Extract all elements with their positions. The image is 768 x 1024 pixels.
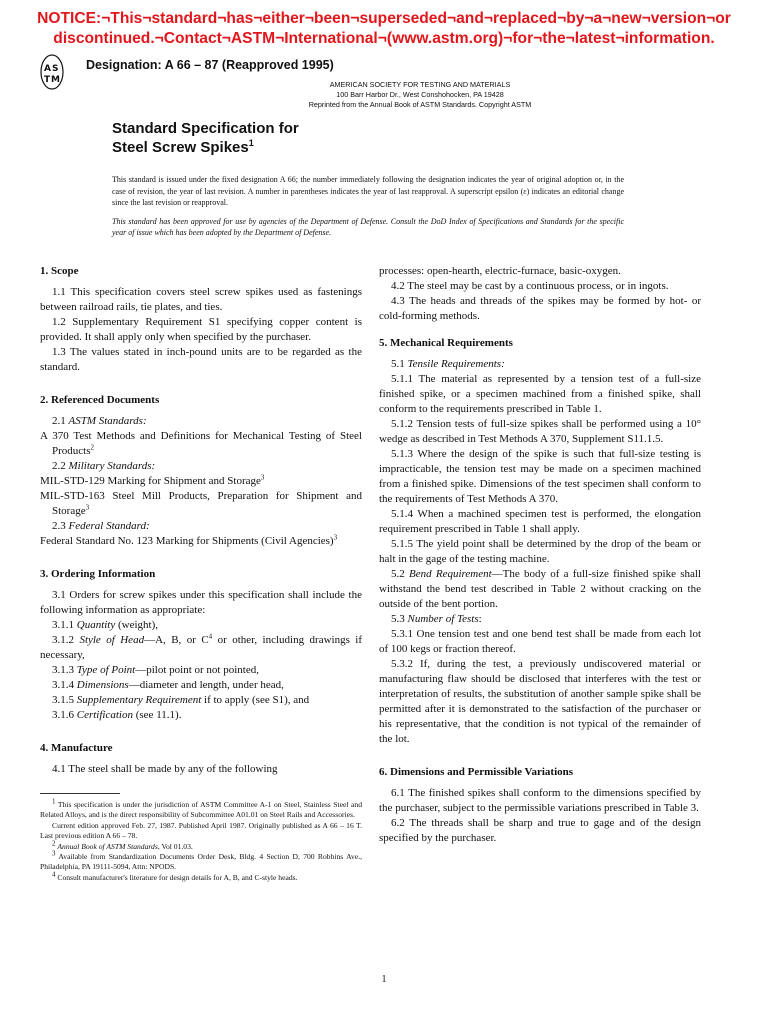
svg-text:M: M	[51, 75, 60, 85]
society-block	[200, 80, 640, 110]
section-referenced-documents	[40, 393, 362, 549]
reference-item: A 370 Test Methods and Definitions for Mechanical Testing of Steel Products$^2$	[40, 430, 362, 457]
title-line-1: Standard Specification for	[112, 120, 299, 137]
page-number: 1	[381, 974, 387, 985]
list-item: 3.1.5 Supplementary Requirement if to apply (see S1), and	[52, 694, 310, 706]
svg-text:A: A	[44, 64, 51, 74]
footnote: $^4$ Consult manufacturer's literature for design details for A, B, and C-style heads.	[52, 870, 298, 882]
paragraph: 1.1 This specification covers steel screw spikes used as fastenings between railroad rails, tie plates, and ties.	[40, 286, 362, 313]
paragraph: 1.3 The values stated in inch-pound units are to be regarded as the standard.	[40, 346, 362, 373]
paragraph-continued: processes: open-hearth, electric-furnace, basic-oxygen.	[379, 265, 621, 277]
intro-block	[112, 174, 624, 246]
subsection: 5.3 Number of Tests:	[391, 613, 482, 625]
subsection: 2.1 ASTM Standards:	[52, 415, 147, 427]
section-heading: 3. Ordering Information	[40, 568, 156, 580]
title-text: Steel Screw Spikes	[112, 139, 249, 156]
society-name: AMERICAN SOCIETY FOR TESTING AND MATERIALS	[329, 80, 511, 89]
list-item: 3.1.6 Certification (see 11.1).	[52, 709, 182, 721]
footnote: Current edition approved Feb. 27, 1987. Published April 1987. Originally published as A 66 – 16 T. Last previous edition A 66 – 78.	[40, 820, 362, 841]
paragraph: 5.1.5 The yield point shall be determined by the drop of the beam or halt in the gage of the testing machine.	[379, 538, 701, 565]
paragraph: 3.1 Orders for screw spikes under this specification shall include the following information as appropriate:	[40, 589, 362, 616]
designation: Designation: A 66 – 87 (Reapproved 1995)	[86, 58, 334, 72]
notice-line-2: discontinued.¬Contact¬ASTM¬International¬(www.astm.org)¬for¬the¬latest¬information.	[53, 30, 715, 47]
paragraph: 4.3 The heads and threads of the spikes may be formed by hot- or cold-forming methods.	[379, 295, 701, 322]
paragraph: 4.1 The steel shall be made by any of the following	[52, 763, 278, 775]
title-footnote-marker: 1	[248, 138, 254, 148]
footnotes	[40, 797, 362, 883]
paragraph: 5.1.4 When a machined specimen test is performed, the elongation requirement prescribed in Table 1 shall apply.	[379, 508, 701, 535]
section-heading: 5. Mechanical Requirements	[379, 337, 513, 349]
section-heading: 4. Manufacture	[40, 742, 113, 754]
paragraph: 5.1.3 Where the design of the spike is such that full-size testing is impracticable, the tension test may be made on a specimen machined from a finished spike. Dimensions of the test specimen shall conform to the requirements of Test Methods A 370.	[379, 448, 701, 505]
reference-item: Federal Standard No. 123 Marking for Shipments (Civil Agencies)$^3$	[40, 533, 338, 547]
section-mechanical-requirements	[379, 336, 701, 747]
footnote-divider	[40, 793, 120, 794]
title-line-2	[112, 138, 299, 157]
footnote: $^1$ This specification is under the jurisdiction of ASTM Committee A-1 on Steel, Stainless Steel and Related Alloys, and is the direct responsibility of Subcommittee A01.01 on Steel Rails and Accessories.	[40, 797, 362, 820]
section-heading: 2. Referenced Documents	[40, 394, 160, 406]
reprint-note: Reprinted from the Annual Book of ASTM Standards. Copyright ASTM	[308, 100, 532, 109]
document-title	[112, 119, 299, 157]
reference-item: MIL-STD-163 Steel Mill Products, Preparation for Shipment and Storage$^3$	[40, 490, 362, 517]
paragraph: 6.2 The threads shall be sharp and true to gage and of the design specified by the purchaser.	[379, 817, 701, 844]
left-column	[40, 264, 362, 783]
section-heading: 1. Scope	[40, 265, 79, 277]
intro-paragraph: This standard is issued under the fixed designation A 66; the number immediately following the designation indicates the year of original adoption or, in the case of revision, the year of last revision. A number in parentheses indicates the year of last reapproval. A superscript epsilon (ε) indicates an editorial change since the last revision or reapproval.	[112, 175, 624, 207]
subsection: 2.3 Federal Standard:	[52, 520, 150, 532]
paragraph: 1.2 Supplementary Requirement S1 specifying copper content is provided. It shall apply only when specified by the purchaser.	[40, 316, 362, 343]
section-heading: 6. Dimensions and Permissible Variations	[379, 766, 574, 778]
paragraph: 5.1.2 Tension tests of full-size spikes shall be performed using a 10° wedge as described in Test Methods A 370, Supplement S11.1.5.	[379, 418, 701, 445]
section-dimensions	[379, 765, 701, 846]
reference-item: MIL-STD-129 Marking for Shipment and Storage$^3$	[40, 473, 265, 487]
astm-logo-icon	[40, 54, 64, 90]
footnote: $^2$ Annual Book of ASTM Standards, Vol 01.03.	[52, 839, 193, 851]
svg-text:T: T	[44, 75, 51, 85]
subsection: 2.2 Military Standards:	[52, 460, 156, 472]
section-ordering-information	[40, 567, 362, 723]
footnote: $^3$ Available from Standardization Documents Order Desk, Bldg. 4 Section D, 700 Robbins Ave., Philadelphia, PA 19111-5094, Attn: NPODS.	[40, 849, 362, 872]
list-item: 3.1.1 Quantity (weight),	[52, 619, 159, 631]
society-address: 100 Barr Harbor Dr., West Conshohocken, PA 19428	[336, 90, 504, 99]
paragraph: 4.2 The steel may be cast by a continuous process, or in ingots.	[391, 280, 669, 292]
section-manufacture	[40, 741, 362, 777]
dod-paragraph: This standard has been approved for use by agencies of the Department of Defense. Consult the DoD Index of Specifications and Standards for the specific year of issue which has been adopted by the Department of Defense.	[112, 216, 624, 237]
section-scope	[40, 264, 362, 375]
paragraph: 6.1 The finished spikes shall conform to the dimensions specified by the purchaser, subject to the permissible variations prescribed in Table 3.	[379, 787, 701, 814]
subsection: 5.1 Tensile Requirements:	[391, 358, 505, 370]
svg-text:S: S	[52, 64, 59, 74]
list-item: 3.1.4 Dimensions—diameter and length, under head,	[52, 679, 284, 691]
paragraph: 5.1.1 The material as represented by a tension test of a full-size finished spike, or a specimen machined from a finished spike, shall conform to the requirements prescribed in Table 1.	[379, 373, 701, 415]
paragraph: 5.3.2 If, during the test, a previously undiscovered material or manufacturing flaw should be disclosed that interferes with the test or interpretation of results, the substitution of another sample spike shall be permitted after it is demonstrated to the satisfaction of the purchaser or his representative, that the condition is not typical of the remainder of the lot.	[379, 658, 701, 745]
paragraph: 5.3.1 One tension test and one bend test shall be made from each lot of 100 kegs or fraction thereof.	[379, 628, 701, 655]
obsolescence-notice	[0, 9, 768, 49]
notice-line-1: NOTICE:¬This¬standard¬has¬either¬been¬superseded¬and¬replaced¬by¬a¬new¬version¬or	[37, 10, 731, 27]
list-item: 3.1.3 Type of Point—pilot point or not pointed,	[52, 664, 259, 676]
right-column	[379, 264, 701, 852]
list-item: 3.1.2 Style of Head—A, B, or $C^4$ or other, including drawings if necessary,	[40, 632, 363, 661]
paragraph: 5.2 Bend Requirement—The body of a full-size finished spike shall withstand the bend test described in Table 2 without cracking on the outside of the bent portion.	[379, 568, 702, 610]
